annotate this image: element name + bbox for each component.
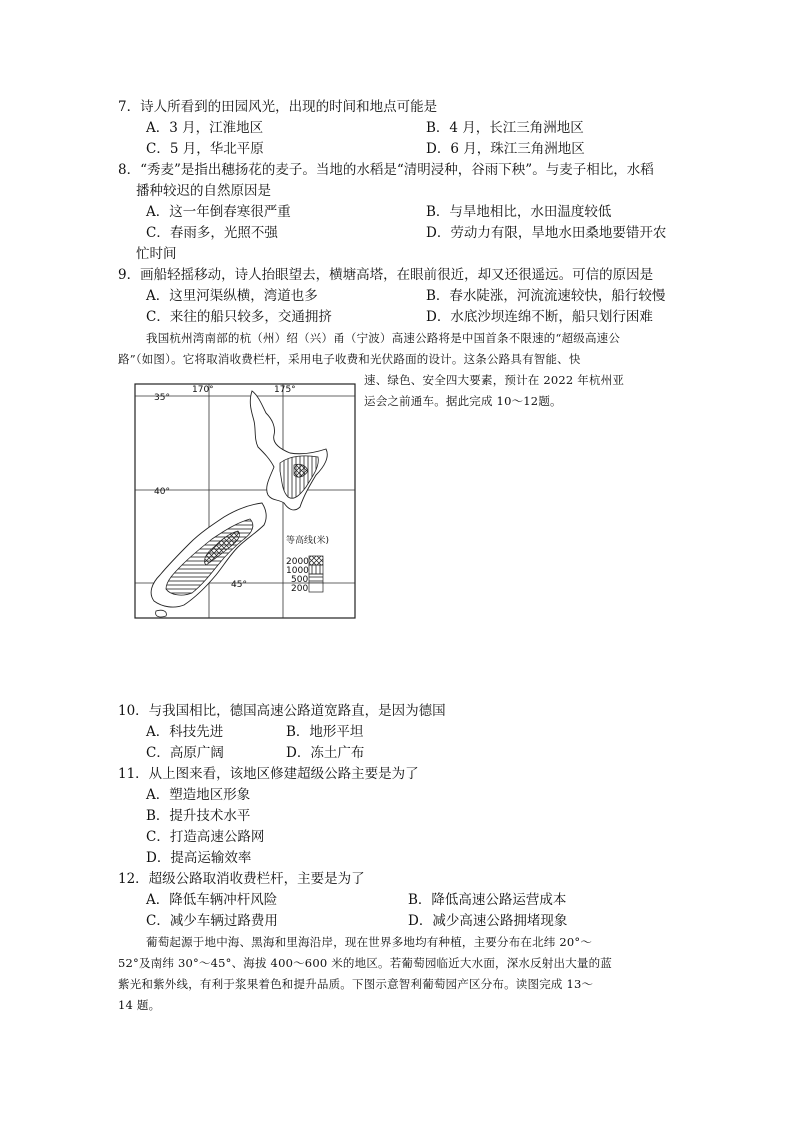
q11-option-c: C．打造高速公路网: [146, 829, 265, 845]
q8-option-c: C．春雨多，光照不强: [146, 225, 278, 241]
legend-swatch-200: [309, 583, 323, 592]
q7-option-d: D．6 月，珠江三角洲地区: [426, 141, 585, 157]
legend-swatch-1000: [309, 565, 323, 574]
q8-option-d-line1: D．劳动力有限，旱地水田桑地要错开农: [426, 225, 667, 241]
q7-option-c: C．5 月，华北平原: [146, 141, 264, 157]
q12-option-d: D．减少高速公路拥堵现象: [408, 913, 568, 929]
lat-label-35: 35°: [154, 393, 170, 403]
q8-stem-line2: 播种较迟的自然原因是: [136, 183, 271, 199]
legend-label-200: 200: [291, 584, 309, 594]
legend-swatch-500: [309, 574, 323, 583]
lat-label-45: 45°: [231, 580, 247, 590]
intro2-line4: 14 题。: [118, 998, 161, 1012]
legend-label-2000: 2000: [286, 557, 309, 567]
q8-stem-line1: 8．“秀麦”是指出穗扬花的麦子。当地的水稻是“清明浸种，谷雨下秧”。与麦子相比，水稻: [118, 162, 654, 178]
intro1-line4: 运会之前通车。据此完成 10～12题。: [364, 394, 562, 408]
intro1-line3: 速、绿色、安全四大要素，预计在 2022 年杭州亚: [364, 373, 625, 387]
q11-option-b: B．提升技术水平: [146, 808, 251, 824]
intro2-line1: 葡萄起源于地中海、黑海和里海沿岸，现在世界多地均有种植，主要分布在北纬 20°～: [146, 935, 593, 949]
q12-option-c: C．减少车辆过路费用: [146, 913, 278, 929]
q7-option-a: A．3 月，江淮地区: [146, 120, 264, 136]
q11-option-a: A．塑造地区形象: [146, 787, 251, 803]
legend-label-1000: 1000: [286, 566, 309, 576]
q8-option-a: A．这一年倒春寒很严重: [146, 204, 291, 220]
legend-label-500: 500: [291, 575, 309, 585]
lon-label-175: 175°: [274, 385, 296, 395]
intro2-line3: 紫光和紫外线，有利于浆果着色和提升品质。下图示意智利葡萄园产区分布。读图完成 13～: [118, 977, 594, 991]
elevation-legend: [286, 534, 329, 594]
lat-label-40: 40°: [154, 487, 170, 497]
intro1-line2: 路”（如图）。它将取消收费栏杆，采用电子收费和光伏路面的设计。这条公路具有智能、快: [118, 352, 581, 366]
stewart-island: [156, 610, 167, 617]
q9-stem: 9．画船轻摇移动，诗人抬眼望去，横塘高塔，在眼前很近，却又还很遥远。可信的原因是: [118, 267, 654, 283]
relief-map: [134, 383, 356, 619]
q11-option-d: D．提高运输效率: [146, 850, 252, 866]
intro2-line2: 52°及南纬 30°～45°、海拔 400～600 米的地区。若葡萄园临近大水面，深水反射出大量的蓝: [118, 956, 613, 970]
q11-stem: 11．从上图来看，该地区修建超级公路主要是为了: [118, 766, 419, 782]
q9-option-d: D．水底沙坝连绵不断，船只划行困难: [426, 309, 653, 325]
q9-option-a: A．这里河渠纵横，湾道也多: [146, 288, 318, 304]
q10-option-c: C．高原广阔: [146, 745, 224, 761]
intro1-line1: 我国杭州湾南部的杭（州）绍（兴）甬（宁波）高速公路将是中国首条不限速的“超级高速公: [146, 331, 621, 345]
legend-swatch-2000: [309, 556, 323, 565]
q12-option-a: A．降低车辆冲杆风险: [146, 892, 278, 908]
q10-stem: 10．与我国相比，德国高速公路道宽路直，是因为德国: [118, 703, 446, 719]
q9-option-b: B．春水陡涨，河流流速较快，船行较慢: [426, 288, 666, 304]
q7-option-b: B．4 月，长江三角洲地区: [426, 120, 584, 136]
q8-option-d-line2: 忙时间: [136, 246, 177, 262]
lon-label-170: 170°: [192, 385, 214, 395]
q12-option-b: B．降低高速公路运营成本: [408, 892, 567, 908]
q8-option-b: B．与旱地相比，水田温度较低: [426, 204, 612, 220]
q10-option-b: B．地形平坦: [286, 724, 364, 740]
q7-stem: 7．诗人所看到的田园风光，出现的时间和地点可能是: [118, 99, 438, 115]
q9-option-c: C．来往的船只较多，交通拥挤: [146, 309, 332, 325]
q10-option-a: A．科技先进: [146, 724, 224, 740]
q10-option-d: D．冻土广布: [286, 745, 365, 761]
legend-title: 等高线(米): [286, 536, 330, 546]
q12-stem: 12．超级公路取消收费栏杆，主要是为了: [118, 871, 365, 887]
